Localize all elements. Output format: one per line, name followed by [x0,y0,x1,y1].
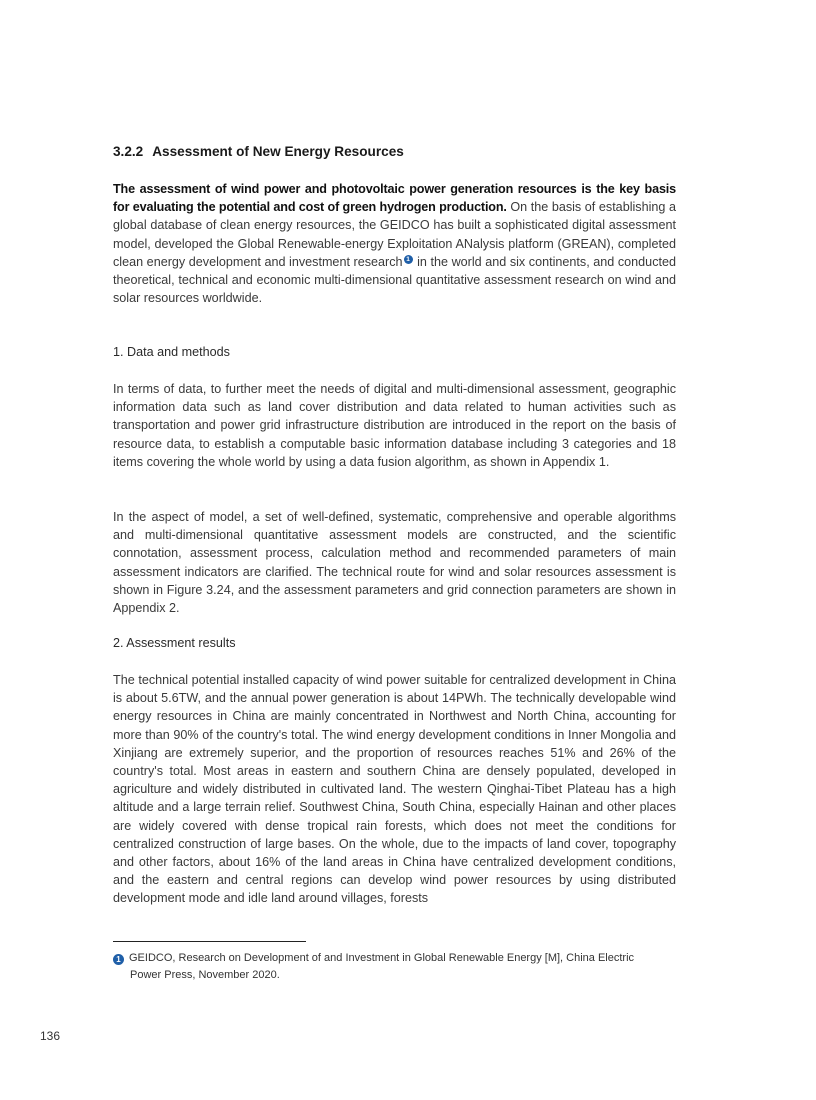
paragraph-text: In the aspect of model, a set of well-defined, systematic, comprehensive and operable algorithms and multi-dimensional quantitative assessment models are constructed, and the scientific connotation, assessment process, calculation method and recommended parameters of main assessment indicators are clarified. The technical route for wind and solar resources assessment is shown in Figure 3.24, and the assessment parameters and grid connection parameters are shown in Appendix 2. [113,510,676,616]
paragraph-text: In terms of data, to further meet the needs of digital and multi-dimensional assessment, geographic information data such as land cover distribution and data related to human activities such as transportation and power grid infrastructure distribution are introduced in the report on the basis of resource data, to establish a computable basic information database including 3 categories and 18 items covering the whole world by using a data fusion algorithm, as shown in Appendix 1. [113,382,676,469]
footnote-text-continued: Power Press, November 2020. [130,969,280,981]
footnote-marker-icon: 1 [113,954,124,965]
paragraph-data [113,380,676,471]
subsection-heading-results: 2. Assessment results [113,636,236,650]
intro-text: On the basis of establishing a global database of clean energy resources, the GEIDCO has built a sophisticated digital assessment model, developed the Global Renewable-energy Exploitation ANalysis platform (GREAN), completed clean energy development and investment research [113,200,676,269]
footnote-divider [113,941,306,942]
lead-sentence: The assessment of wind power and photovoltaic power generation resources is the key basis for evaluating the potential and cost of green hydrogen production. [113,182,676,215]
paragraph-model [113,508,676,617]
section-number: 3.2.2 [113,144,144,159]
page-number: 136 [40,1029,61,1043]
intro-paragraph [113,180,676,307]
section-heading [113,144,404,159]
paragraph-results [113,671,676,908]
footnote [113,950,676,984]
footnote-text: GEIDCO, Research on Development of and Investment in Global Renewable Energy [M], China Electric [129,952,635,964]
paragraph-text: The technical potential installed capacity of wind power suitable for centralized development in China is about 5.6TW, and the annual power generation is about 14PWh. The technically developable wind energy resources in China are mainly concentrated in Northwest and North China, accounting for more than 90% of the country's total. The wind energy development conditions in Inner Mongolia and Xinjiang are extremely superior, and the proportion of resources reaches 51% and 26% of the country's total. Most areas in eastern and southern China are densely populated, developed in agriculture and widely distributed in cultivated land. The western Qinghai-Tibet Plateau has a high altitude and a large terrain relief. Southwest China, South China, especially Hainan and other places are widely covered with dense tropical rain forests, which does not meet the conditions for centralized construction of large bases. On the whole, due to the impacts of land cover, topography and other factors, about 16% of the land areas in China have centralized development conditions, and the eastern and central regions can develop wind power resources by using distributed development mode and idle land around villages, forests [113,673,676,906]
section-title-text: Assessment of New Energy Resources [152,144,404,159]
intro-text-continued: in the world and six continents, and conducted theoretical, technical and economic multi-dimensional quantitative assessment research on wind and solar resources worldwide. [113,254,676,306]
footnote-reference-icon[interactable]: 1 [404,255,413,264]
subsection-heading-data-methods: 1. Data and methods [113,345,230,359]
